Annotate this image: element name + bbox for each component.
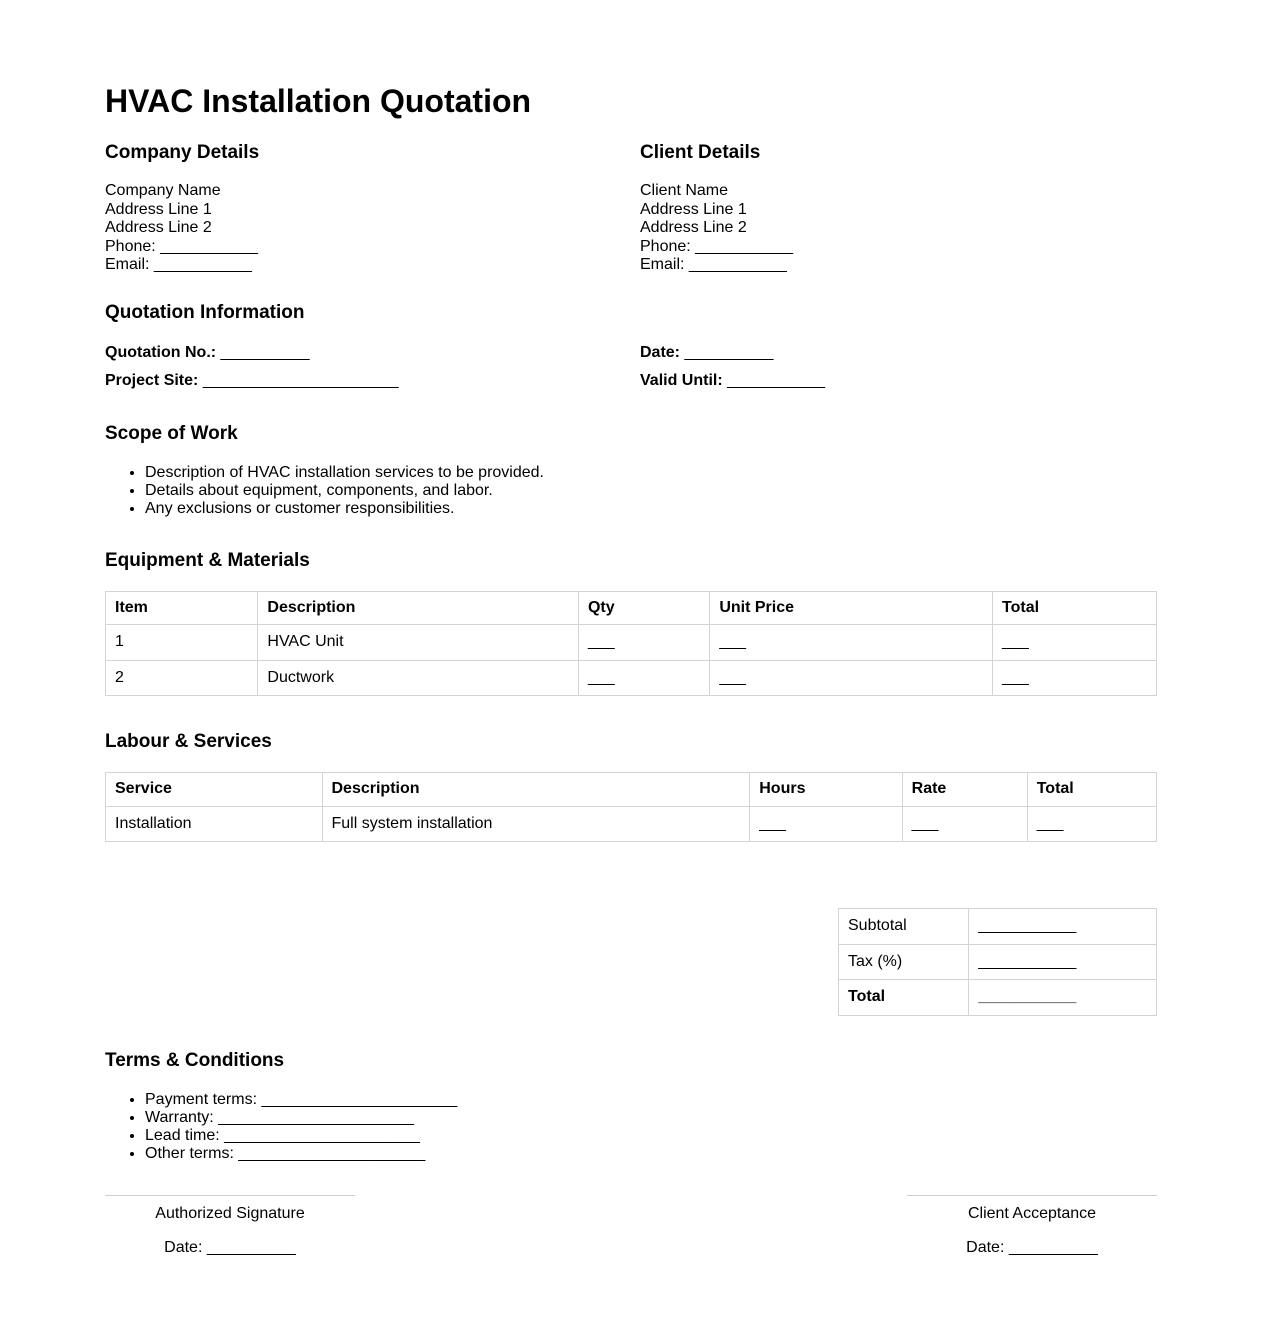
valid-until-line: ___________ <box>727 372 826 390</box>
equipment-row-1-description: HVAC Unit <box>258 625 579 661</box>
labour-row-1-hours: ___ <box>750 806 902 842</box>
labour-table <box>105 772 1157 842</box>
company-details-block <box>105 143 640 275</box>
equipment-row-2-total: ___ <box>993 660 1157 696</box>
equipment-row-1-qty: ___ <box>578 625 709 661</box>
terms-conditions-list <box>105 1091 1157 1164</box>
total-row <box>839 980 1157 1016</box>
equipment-col-item: Item <box>106 591 258 625</box>
subtotal-line: ___________ <box>969 909 1157 945</box>
equipment-materials-heading: Equipment & Materials <box>105 549 310 571</box>
totals-table <box>838 908 1157 1016</box>
signature-section <box>105 1195 1157 1258</box>
scope-bullet-3: • Any exclusions or customer responsibilities. <box>145 500 1157 518</box>
quotation-info-heading: Quotation Information <box>105 301 305 323</box>
equipment-row-2-item: 2 <box>106 660 258 696</box>
scope-of-work-list <box>105 464 1157 519</box>
quotation-info-row-2 <box>105 372 1157 391</box>
equipment-row-2-qty: ___ <box>578 660 709 696</box>
labour-row-1-rate: ___ <box>902 806 1027 842</box>
tax-label: Tax (%) <box>839 944 969 980</box>
project-site-label: Project Site: <box>105 372 199 390</box>
client-email-line: Email: ___________ <box>640 256 787 274</box>
equipment-table <box>105 591 1157 697</box>
date-label: Date: <box>640 343 681 361</box>
client-acceptance-block <box>907 1195 1157 1258</box>
labour-col-hours: Hours <box>750 773 902 807</box>
page-title: HVAC Installation Quotation <box>105 83 532 119</box>
scope-bullet-1: • Description of HVAC installation services to be provided. <box>145 464 1157 482</box>
quotation-no-row <box>105 344 640 363</box>
total-label: Total <box>839 980 969 1016</box>
client-phone-line: Phone: ___________ <box>640 237 794 255</box>
project-site-line: ______________________ <box>202 372 399 390</box>
equipment-col-description: Description <box>258 591 579 625</box>
client-name: Client Name <box>640 182 729 200</box>
equipment-header-row <box>106 591 1157 625</box>
date-row <box>640 344 1157 363</box>
client-details-block <box>640 143 1157 275</box>
client-details-heading: Client Details <box>640 142 761 164</box>
company-details-text <box>105 182 640 275</box>
labour-row-1-description: Full system installation <box>322 806 750 842</box>
equipment-row-1-item: 1 <box>106 625 258 661</box>
labour-row-1 <box>106 806 1157 842</box>
equipment-row-2 <box>106 660 1157 696</box>
quotation-no-line: __________ <box>220 343 310 361</box>
total-line: ___________ <box>969 980 1157 1016</box>
labour-header-row <box>106 773 1157 807</box>
labour-col-service: Service <box>106 773 323 807</box>
terms-conditions-heading: Terms & Conditions <box>105 1049 285 1071</box>
company-address-line-1: Address Line 1 <box>105 200 212 218</box>
labour-col-description: Description <box>322 773 750 807</box>
quotation-info-row-1 <box>105 344 1157 363</box>
tax-line: ___________ <box>969 944 1157 980</box>
scope-bullet-2: • Details about equipment, components, and labor. <box>145 482 1157 500</box>
equipment-row-1-unit-price: ___ <box>710 625 993 661</box>
project-site-row <box>105 372 640 391</box>
labour-col-rate: Rate <box>902 773 1027 807</box>
equipment-row-2-description: Ductwork <box>258 660 579 696</box>
company-name: Company Name <box>105 182 221 200</box>
subtotal-row <box>839 909 1157 945</box>
client-acceptance-date-line: Date: __________ <box>966 1239 1098 1257</box>
equipment-row-1-total: ___ <box>993 625 1157 661</box>
labour-row-1-total: ___ <box>1027 806 1156 842</box>
client-acceptance-label: Client Acceptance <box>967 1204 1097 1222</box>
company-address-line-2: Address Line 2 <box>105 219 212 237</box>
client-address-line-2: Address Line 2 <box>640 219 747 237</box>
labour-col-total: Total <box>1027 773 1156 807</box>
company-details-heading: Company Details <box>105 142 260 164</box>
authorized-signature-block <box>105 1195 355 1258</box>
valid-until-row <box>640 372 1157 391</box>
equipment-col-unit-price: Unit Price <box>710 591 993 625</box>
equipment-col-qty: Qty <box>578 591 709 625</box>
company-email-line: Email: ___________ <box>105 256 252 274</box>
labour-row-1-service: Installation <box>106 806 323 842</box>
company-phone-line: Phone: ___________ <box>105 237 259 255</box>
subtotal-label: Subtotal <box>839 909 969 945</box>
parties-section <box>105 143 1157 275</box>
valid-until-label: Valid Until: <box>640 372 723 390</box>
client-address-line-1: Address Line 1 <box>640 200 747 218</box>
terms-warranty: • Warranty: ______________________ <box>145 1109 1157 1127</box>
terms-payment: • Payment terms: ______________________ <box>145 1091 1157 1109</box>
equipment-col-total: Total <box>993 591 1157 625</box>
quotation-no-label: Quotation No.: <box>105 343 217 361</box>
authorized-signature-label: Authorized Signature <box>155 1204 305 1222</box>
authorized-signature-date-line: Date: __________ <box>164 1239 296 1257</box>
equipment-row-1 <box>106 625 1157 661</box>
labour-services-heading: Labour & Services <box>105 731 272 753</box>
quotation-document <box>105 0 1157 1338</box>
tax-row <box>839 944 1157 980</box>
terms-lead-time: • Lead time: ______________________ <box>145 1127 1157 1145</box>
client-details-text <box>640 182 1157 275</box>
scope-of-work-heading: Scope of Work <box>105 422 238 444</box>
equipment-row-2-unit-price: ___ <box>710 660 993 696</box>
date-line: __________ <box>684 343 774 361</box>
terms-other: • Other terms: _____________________ <box>145 1145 1157 1163</box>
